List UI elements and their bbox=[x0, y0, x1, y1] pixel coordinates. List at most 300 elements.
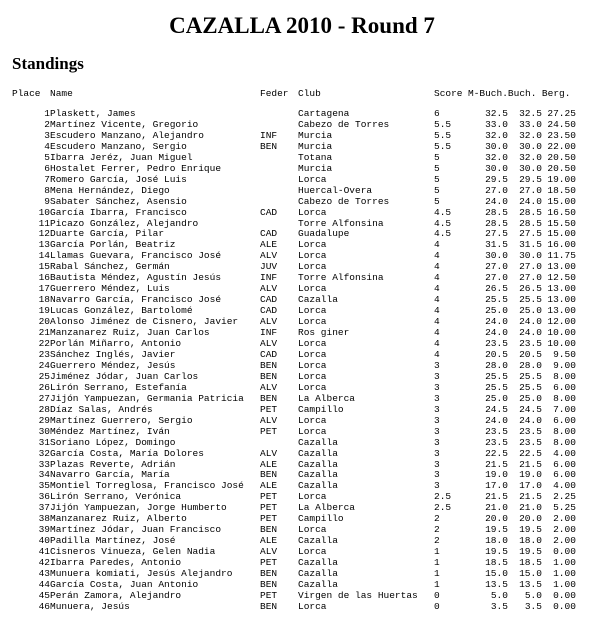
place-cell: 30 bbox=[38, 426, 50, 437]
place-cell: 13 bbox=[38, 240, 50, 251]
federation-cell: ALE bbox=[260, 240, 278, 251]
buchholz-cell: 18.0 bbox=[519, 536, 542, 547]
table-row bbox=[12, 427, 576, 438]
federation-cell: INF bbox=[260, 328, 278, 339]
buchholz-cell: 13.5 bbox=[519, 579, 542, 590]
federation-cell: CAD bbox=[260, 207, 278, 218]
table-row bbox=[12, 416, 576, 427]
column-header-federation: Feder bbox=[260, 88, 289, 99]
score-cell: 4 bbox=[434, 295, 440, 306]
column-header-place: Place bbox=[12, 88, 41, 99]
buchholz-cell: 30.0 bbox=[519, 163, 542, 174]
club-cell: Lorca bbox=[298, 360, 327, 371]
median-buchholz-cell: 30.0 bbox=[485, 163, 508, 174]
berger-cell: 1.00 bbox=[553, 558, 576, 569]
berger-cell: 8.00 bbox=[553, 371, 576, 382]
buchholz-cell: 24.0 bbox=[519, 328, 542, 339]
score-cell: 5.5 bbox=[434, 141, 452, 152]
score-cell: 3 bbox=[434, 459, 440, 470]
berger-cell: 18.50 bbox=[547, 185, 576, 196]
player-name-cell: Duarte García, Pilar bbox=[50, 229, 165, 240]
table-row bbox=[12, 449, 576, 460]
table-row bbox=[12, 492, 576, 503]
federation-cell bbox=[260, 175, 298, 186]
buchholz-cell: 28.5 bbox=[519, 218, 542, 229]
buchholz-cell: 19.0 bbox=[519, 470, 542, 481]
buchholz-cell: 21.5 bbox=[519, 459, 542, 470]
score-cell: 4 bbox=[434, 349, 440, 360]
buchholz-cell: 20.5 bbox=[519, 349, 542, 360]
berger-cell: 11.75 bbox=[547, 251, 576, 262]
berger-cell: 5.25 bbox=[553, 503, 576, 514]
median-buchholz-cell: 19.5 bbox=[485, 547, 508, 558]
buchholz-cell: 17.0 bbox=[519, 481, 542, 492]
player-name-cell: Llamas Guevara, Francisco José bbox=[50, 251, 222, 262]
buchholz-cell: 30.0 bbox=[519, 141, 542, 152]
table-row bbox=[12, 229, 576, 240]
federation-cell bbox=[260, 109, 298, 120]
federation-cell: ALV bbox=[260, 317, 278, 328]
player-name-cell: Jijón Yampuezan, Germania Patricia bbox=[50, 393, 244, 404]
player-name-cell: Méndez Martínez, Iván bbox=[50, 426, 170, 437]
club-cell: Lorca bbox=[298, 601, 327, 612]
column-header-median-buchholz: M-Buch. bbox=[468, 88, 508, 99]
federation-cell bbox=[260, 120, 298, 131]
median-buchholz-cell: 28.5 bbox=[485, 207, 508, 218]
table-row bbox=[12, 142, 576, 153]
table-row bbox=[12, 536, 576, 547]
club-cell: Lorca bbox=[298, 306, 327, 317]
table-row bbox=[12, 547, 576, 558]
table-row bbox=[12, 197, 576, 208]
place-cell: 46 bbox=[38, 601, 50, 612]
buchholz-cell: 25.5 bbox=[519, 371, 542, 382]
buchholz-cell: 24.0 bbox=[519, 196, 542, 207]
player-name-cell: Lirón Serrano, Verónica bbox=[50, 492, 182, 503]
table-row bbox=[12, 591, 576, 602]
federation-cell: ALV bbox=[260, 251, 278, 262]
buchholz-cell: 28.5 bbox=[519, 207, 542, 218]
player-name-cell: Martínez Guerrero, Sergio bbox=[50, 415, 193, 426]
median-buchholz-cell: 24.0 bbox=[485, 317, 508, 328]
club-cell: Cazalla bbox=[298, 536, 338, 547]
score-cell: 3 bbox=[434, 481, 440, 492]
club-cell: Cazalla bbox=[298, 459, 338, 470]
place-cell: 24 bbox=[38, 360, 50, 371]
player-name-cell: Plazas Reverte, Adrián bbox=[50, 459, 176, 470]
player-name-cell: Porlán Miñarro, Antonio bbox=[50, 339, 182, 350]
median-buchholz-cell: 26.5 bbox=[485, 284, 508, 295]
score-cell: 5 bbox=[434, 174, 440, 185]
player-name-cell: García Costa, Juan Antonio bbox=[50, 579, 199, 590]
table-row bbox=[12, 164, 576, 175]
column-header-berger: Berg. bbox=[541, 88, 571, 99]
club-cell: Cazalla bbox=[298, 558, 338, 569]
berger-cell: 9.00 bbox=[553, 360, 576, 371]
place-cell: 19 bbox=[38, 306, 50, 317]
place-cell: 2 bbox=[44, 119, 50, 130]
player-name-cell: Padilla Martínez, José bbox=[50, 536, 176, 547]
table-row bbox=[12, 262, 576, 273]
federation-cell: ALV bbox=[260, 339, 278, 350]
table-row bbox=[12, 120, 576, 131]
club-cell: Cartagena bbox=[298, 109, 350, 119]
place-cell: 9 bbox=[44, 196, 50, 207]
place-cell: 3 bbox=[44, 130, 50, 141]
median-buchholz-cell: 18.0 bbox=[485, 536, 508, 547]
berger-cell: 10.00 bbox=[547, 339, 576, 350]
player-name-cell: Rabal Sánchez, Germán bbox=[50, 262, 170, 273]
score-cell: 5 bbox=[434, 196, 440, 207]
median-buchholz-cell: 24.0 bbox=[485, 415, 508, 426]
score-cell: 4.5 bbox=[434, 218, 452, 229]
place-cell: 27 bbox=[38, 393, 50, 404]
berger-cell: 0.00 bbox=[553, 601, 576, 612]
median-buchholz-cell: 28.0 bbox=[485, 360, 508, 371]
score-cell: 2 bbox=[434, 536, 440, 547]
place-cell: 35 bbox=[38, 481, 50, 492]
federation-cell: ALV bbox=[260, 415, 278, 426]
club-cell: Cazalla bbox=[298, 470, 338, 481]
median-buchholz-cell: 27.0 bbox=[485, 185, 508, 196]
berger-cell: 4.00 bbox=[553, 481, 576, 492]
score-cell: 3 bbox=[434, 448, 440, 459]
table-row bbox=[12, 372, 576, 383]
score-cell: 5 bbox=[434, 185, 440, 196]
club-cell: Totana bbox=[298, 152, 333, 163]
standings-body bbox=[12, 109, 576, 613]
score-cell: 4 bbox=[434, 328, 440, 339]
player-name-cell: Guerrero Méndez, Jesús bbox=[50, 360, 176, 371]
median-buchholz-cell: 27.5 bbox=[485, 229, 508, 240]
berger-cell: 27.25 bbox=[547, 109, 576, 119]
place-cell: 11 bbox=[38, 218, 50, 229]
place-cell: 4 bbox=[44, 141, 50, 152]
berger-cell: 2.00 bbox=[553, 525, 576, 536]
table-row bbox=[12, 273, 576, 284]
median-buchholz-cell: 23.5 bbox=[485, 437, 508, 448]
place-cell: 25 bbox=[38, 371, 50, 382]
table-row bbox=[12, 460, 576, 471]
table-row bbox=[12, 481, 576, 492]
federation-cell bbox=[260, 186, 298, 197]
place-cell: 39 bbox=[38, 525, 50, 536]
median-buchholz-cell: 29.5 bbox=[485, 174, 508, 185]
score-cell: 5.5 bbox=[434, 119, 452, 130]
place-cell: 10 bbox=[38, 207, 50, 218]
player-name-cell: García Costa, María Dolores bbox=[50, 448, 204, 459]
federation-cell bbox=[260, 438, 298, 449]
player-name-cell: Hostalet Ferrer, Pedro Enrique bbox=[50, 163, 222, 174]
score-cell: 4.5 bbox=[434, 207, 452, 218]
player-name-cell: Cisneros Vinueza, Gelen Nadia bbox=[50, 547, 216, 558]
federation-cell: BEN bbox=[260, 579, 278, 590]
score-cell: 3 bbox=[434, 470, 440, 481]
page-title: CAZALLA 2010 - Round 7 bbox=[169, 13, 435, 38]
buchholz-cell: 21.5 bbox=[519, 492, 542, 503]
table-row bbox=[12, 317, 576, 328]
median-buchholz-cell: 25.5 bbox=[485, 382, 508, 393]
club-cell: Cazalla bbox=[298, 295, 338, 306]
berger-cell: 12.50 bbox=[547, 273, 576, 284]
buchholz-cell: 27.0 bbox=[519, 262, 542, 273]
place-cell: 20 bbox=[38, 317, 50, 328]
player-name-cell: Ibarra Jeréz, Juan Miguel bbox=[50, 152, 193, 163]
federation-cell: BEN bbox=[260, 601, 278, 612]
score-cell: 1 bbox=[434, 558, 440, 569]
table-row bbox=[12, 470, 576, 481]
player-name-cell: Díaz Salas, Andrés bbox=[50, 404, 153, 415]
median-buchholz-cell: 24.0 bbox=[485, 196, 508, 207]
buchholz-cell: 32.5 bbox=[519, 109, 542, 119]
federation-cell: PET bbox=[260, 404, 278, 415]
federation-cell: BEN bbox=[260, 569, 278, 580]
berger-cell: 20.50 bbox=[547, 163, 576, 174]
player-name-cell: Munuera komiati, Jesús Alejandro bbox=[50, 569, 233, 580]
berger-cell: 8.00 bbox=[553, 426, 576, 437]
berger-cell: 13.00 bbox=[547, 262, 576, 273]
club-cell: Cazalla bbox=[298, 569, 338, 580]
median-buchholz-cell: 20.0 bbox=[485, 514, 508, 525]
median-buchholz-cell: 22.5 bbox=[485, 448, 508, 459]
federation-cell: ALE bbox=[260, 536, 278, 547]
berger-cell: 15.00 bbox=[547, 196, 576, 207]
federation-cell bbox=[260, 153, 298, 164]
table-row bbox=[12, 109, 576, 120]
berger-cell: 2.00 bbox=[553, 514, 576, 525]
table-row bbox=[12, 558, 576, 569]
place-cell: 26 bbox=[38, 382, 50, 393]
buchholz-cell: 23.5 bbox=[519, 437, 542, 448]
player-name-cell: Navarro García, María bbox=[50, 470, 170, 481]
place-cell: 7 bbox=[44, 174, 50, 185]
berger-cell: 19.00 bbox=[547, 174, 576, 185]
club-cell: Ros giner bbox=[298, 328, 350, 339]
score-cell: 2.5 bbox=[434, 503, 452, 514]
player-name-cell: Ibarra Paredes, Antonio bbox=[50, 558, 182, 569]
place-cell: 34 bbox=[38, 470, 50, 481]
score-cell: 5 bbox=[434, 163, 440, 174]
place-cell: 14 bbox=[38, 251, 50, 262]
table-row bbox=[12, 284, 576, 295]
score-cell: 4 bbox=[434, 284, 440, 295]
median-buchholz-cell: 25.0 bbox=[485, 393, 508, 404]
median-buchholz-cell: 30.0 bbox=[485, 141, 508, 152]
federation-cell: ALV bbox=[260, 547, 278, 558]
club-cell: Guadalupe bbox=[298, 229, 350, 240]
place-cell: 37 bbox=[38, 503, 50, 514]
federation-cell: CAD bbox=[260, 349, 278, 360]
player-name-cell: Sánchez Inglés, Javier bbox=[50, 349, 176, 360]
table-row bbox=[12, 175, 576, 186]
score-cell: 3 bbox=[434, 393, 440, 404]
median-buchholz-cell: 23.5 bbox=[485, 426, 508, 437]
club-cell: Campillo bbox=[298, 514, 344, 525]
place-cell: 38 bbox=[38, 514, 50, 525]
place-cell: 33 bbox=[38, 459, 50, 470]
berger-cell: 15.50 bbox=[547, 218, 576, 229]
place-cell: 45 bbox=[38, 590, 50, 601]
median-buchholz-cell: 31.5 bbox=[485, 240, 508, 251]
federation-cell bbox=[260, 164, 298, 175]
federation-cell: JUV bbox=[260, 262, 278, 273]
median-buchholz-cell: 15.0 bbox=[485, 569, 508, 580]
player-name-cell: Navarro García, Francisco José bbox=[50, 295, 222, 306]
club-cell: Torre Alfonsina bbox=[298, 273, 384, 284]
berger-cell: 6.00 bbox=[553, 459, 576, 470]
place-cell: 31 bbox=[38, 437, 50, 448]
median-buchholz-cell: 20.5 bbox=[485, 349, 508, 360]
player-name-cell: Munuera, Jesús bbox=[50, 601, 130, 612]
buchholz-cell: 3.5 bbox=[524, 601, 542, 612]
club-cell: Lorca bbox=[298, 240, 327, 251]
score-cell: 6 bbox=[434, 109, 440, 119]
buchholz-cell: 25.0 bbox=[519, 306, 542, 317]
player-name-cell: Alonso Jiménez de Cisnero, Javier bbox=[50, 317, 239, 328]
club-cell: Cabezo de Torres bbox=[298, 196, 390, 207]
column-header-club: Club bbox=[298, 88, 321, 99]
club-cell: Lorca bbox=[298, 371, 327, 382]
player-name-cell: Montiel Torreglosa, Francisco José bbox=[50, 481, 244, 492]
median-buchholz-cell: 27.0 bbox=[485, 262, 508, 273]
table-row bbox=[12, 503, 576, 514]
federation-cell: PET bbox=[260, 492, 278, 503]
place-cell: 18 bbox=[38, 295, 50, 306]
score-cell: 3 bbox=[434, 404, 440, 415]
player-name-cell: Jijón Yampuezan, Jorge Humberto bbox=[50, 503, 227, 514]
score-cell: 4 bbox=[434, 306, 440, 317]
federation-cell: CAD bbox=[260, 306, 278, 317]
berger-cell: 2.00 bbox=[553, 536, 576, 547]
buchholz-cell: 5.0 bbox=[524, 590, 542, 601]
club-cell: Lorca bbox=[298, 174, 327, 185]
federation-cell: BEN bbox=[260, 393, 278, 404]
buchholz-cell: 23.5 bbox=[519, 339, 542, 350]
berger-cell: 6.00 bbox=[553, 470, 576, 481]
buchholz-cell: 31.5 bbox=[519, 240, 542, 251]
federation-cell: BEN bbox=[260, 141, 278, 152]
club-cell: Lorca bbox=[298, 262, 327, 273]
player-name-cell: Escudero Manzano, Sergio bbox=[50, 141, 187, 152]
buchholz-cell: 33.0 bbox=[519, 119, 542, 130]
place-cell: 23 bbox=[38, 349, 50, 360]
federation-cell: ALV bbox=[260, 284, 278, 295]
score-cell: 1 bbox=[434, 569, 440, 580]
place-cell: 15 bbox=[38, 262, 50, 273]
median-buchholz-cell: 24.5 bbox=[485, 404, 508, 415]
federation-cell: PET bbox=[260, 503, 278, 514]
club-cell: Lorca bbox=[298, 382, 327, 393]
score-cell: 3 bbox=[434, 437, 440, 448]
federation-cell: ALV bbox=[260, 382, 278, 393]
federation-cell: PET bbox=[260, 558, 278, 569]
table-row bbox=[12, 580, 576, 591]
club-cell: Lorca bbox=[298, 317, 327, 328]
berger-cell: 4.00 bbox=[553, 448, 576, 459]
berger-cell: 10.00 bbox=[547, 328, 576, 339]
median-buchholz-cell: 25.0 bbox=[485, 306, 508, 317]
place-cell: 16 bbox=[38, 273, 50, 284]
berger-cell: 13.00 bbox=[547, 284, 576, 295]
median-buchholz-cell: 28.5 bbox=[485, 218, 508, 229]
median-buchholz-cell: 3.5 bbox=[490, 601, 508, 612]
club-cell: Murcia bbox=[298, 163, 333, 174]
player-name-cell: Mena Hernández, Diego bbox=[50, 185, 170, 196]
score-cell: 5 bbox=[434, 152, 440, 163]
median-buchholz-cell: 19.0 bbox=[485, 470, 508, 481]
score-cell: 5.5 bbox=[434, 130, 452, 141]
player-name-cell: Plaskett, James bbox=[50, 109, 136, 119]
player-name-cell: Picazo González, Alejandro bbox=[50, 218, 199, 229]
player-name-cell: Romero García, José Luis bbox=[50, 174, 187, 185]
federation-cell: CAD bbox=[260, 229, 278, 240]
berger-cell: 22.00 bbox=[547, 141, 576, 152]
club-cell: Lorca bbox=[298, 339, 327, 350]
buchholz-cell: 24.0 bbox=[519, 317, 542, 328]
place-cell: 21 bbox=[38, 328, 50, 339]
table-row bbox=[12, 602, 576, 613]
score-cell: 2 bbox=[434, 525, 440, 536]
score-cell: 2.5 bbox=[434, 492, 452, 503]
score-cell: 4 bbox=[434, 273, 440, 284]
median-buchholz-cell: 32.5 bbox=[485, 109, 508, 119]
federation-cell: BEN bbox=[260, 360, 278, 371]
club-cell: Murcia bbox=[298, 141, 333, 152]
player-name-cell: Lirón Serrano, Estefanía bbox=[50, 382, 187, 393]
place-cell: 22 bbox=[38, 339, 50, 350]
player-name-cell: García Ibarra, Francisco bbox=[50, 207, 187, 218]
score-cell: 1 bbox=[434, 547, 440, 558]
federation-cell: ALV bbox=[260, 448, 278, 459]
club-cell: Murcia bbox=[298, 130, 333, 141]
table-row bbox=[12, 240, 576, 251]
buchholz-cell: 27.0 bbox=[519, 185, 542, 196]
federation-cell bbox=[260, 219, 298, 230]
score-cell: 3 bbox=[434, 415, 440, 426]
buchholz-cell: 25.0 bbox=[519, 393, 542, 404]
buchholz-cell: 27.5 bbox=[519, 229, 542, 240]
column-header-score: Score bbox=[434, 88, 463, 99]
buchholz-cell: 32.0 bbox=[519, 130, 542, 141]
berger-cell: 12.00 bbox=[547, 317, 576, 328]
section-title-standings: Standings bbox=[12, 54, 84, 73]
club-cell: Huercal-Overa bbox=[298, 185, 373, 196]
table-row bbox=[12, 153, 576, 164]
club-cell: Cazalla bbox=[298, 481, 338, 492]
buchholz-cell: 24.0 bbox=[519, 415, 542, 426]
table-row bbox=[12, 295, 576, 306]
score-cell: 3 bbox=[434, 426, 440, 437]
berger-cell: 8.00 bbox=[553, 393, 576, 404]
table-row bbox=[12, 219, 576, 230]
place-cell: 5 bbox=[44, 152, 50, 163]
table-row bbox=[12, 350, 576, 361]
table-row bbox=[12, 405, 576, 416]
median-buchholz-cell: 17.0 bbox=[485, 481, 508, 492]
table-row bbox=[12, 328, 576, 339]
berger-cell: 7.00 bbox=[553, 404, 576, 415]
player-name-cell: Guerrero Méndez, Luis bbox=[50, 284, 170, 295]
standings-header bbox=[12, 87, 576, 109]
median-buchholz-cell: 32.0 bbox=[485, 152, 508, 163]
buchholz-cell: 23.5 bbox=[519, 426, 542, 437]
club-cell: Lorca bbox=[298, 349, 327, 360]
place-cell: 6 bbox=[44, 163, 50, 174]
score-cell: 3 bbox=[434, 360, 440, 371]
table-row bbox=[12, 361, 576, 372]
table-row bbox=[12, 514, 576, 525]
column-header-buchholz: Buch. bbox=[507, 88, 537, 99]
